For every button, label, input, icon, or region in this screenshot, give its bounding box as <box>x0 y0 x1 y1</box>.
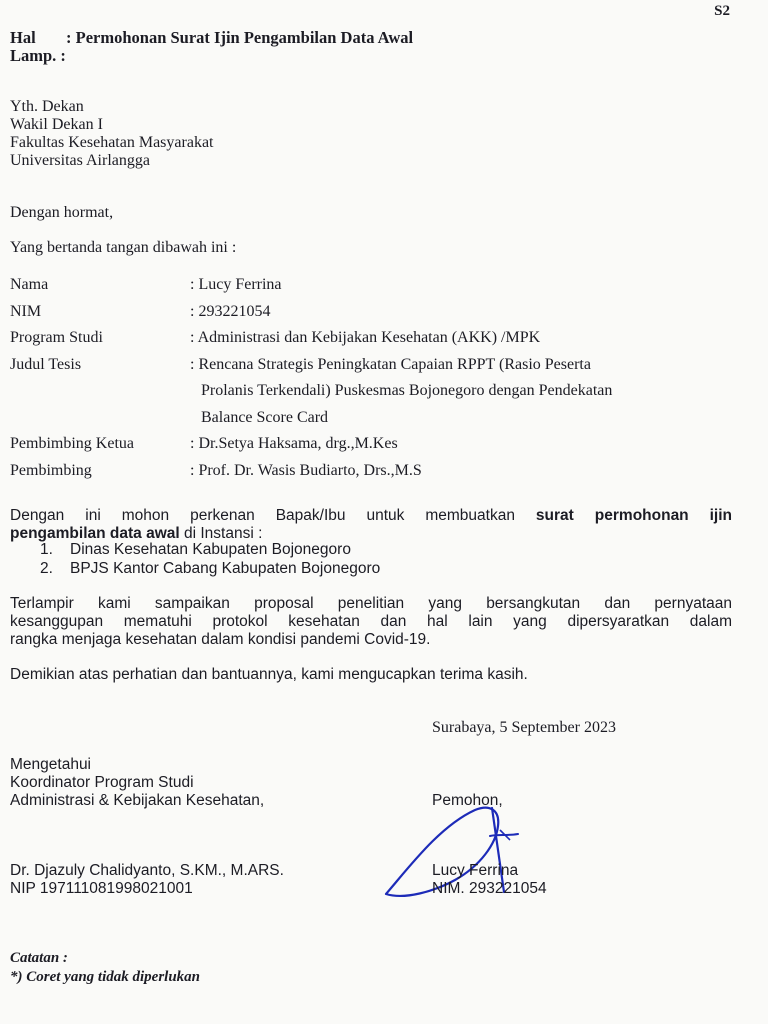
recipient-line: Fakultas Kesehatan Masyarakat <box>10 134 214 151</box>
request-text: Dengan ini mohon perkenan Bapak/Ibu untuk membuatkan <box>10 507 536 524</box>
left-sign-line: Administrasi & Kebijakan Kesehatan, <box>10 792 265 809</box>
request-paragraph <box>10 507 732 543</box>
list-number: 2. <box>40 560 53 577</box>
place-date: Surabaya, 5 September 2023 <box>432 719 616 736</box>
identity-label: Program Studi <box>10 329 103 346</box>
attachment-line: kesanggupan mematuhi protokol kesehatan dan hal lain yang dipersyaratkan dalam <box>10 613 732 630</box>
identity-label: Nama <box>10 276 49 293</box>
recipient-line: Yth. Dekan <box>10 98 84 115</box>
identity-row-prodi <box>10 329 740 356</box>
left-signatory-identity <box>10 862 284 898</box>
identity-value: Prolanis Terkendali) Puskesmas Bojonegoro dengan Pendekatan <box>201 382 613 399</box>
identity-value: : Lucy Ferrina <box>190 276 282 293</box>
identity-row-ketua <box>10 435 740 462</box>
identity-value: : Rencana Strategis Peningkatan Capaian RPPT (Rasio Peserta <box>190 355 591 373</box>
identity-row-nim <box>10 303 740 330</box>
identity-value: : Administrasi dan Kebijakan Kesehatan (AKK) /MPK <box>190 329 541 346</box>
left-signatory-block <box>10 756 264 810</box>
identity-row-judul-cont <box>10 382 740 409</box>
institution-list <box>10 540 380 578</box>
intro-text: Yang bertanda tangan dibawah ini : <box>10 239 237 256</box>
list-number: 1. <box>40 541 53 558</box>
institution-name: BPJS Kantor Cabang Kabupaten Bojonegoro <box>70 560 381 577</box>
attachment-line: Terlampir kami sampaikan proposal penelitian yang bersangkutan dan pernyataan <box>10 595 732 612</box>
left-sign-line: Koordinator Program Studi <box>10 774 194 791</box>
note-title: Catatan : <box>10 950 68 966</box>
identity-row-judul <box>10 356 740 383</box>
identity-row-nama <box>10 276 740 303</box>
request-text: di Instansi : <box>179 525 263 542</box>
identity-value: : 293221054 <box>190 302 271 320</box>
subject-value: : Permohonan Surat Ijin Pengambilan Data Awal <box>66 28 414 47</box>
identity-label: Judul Tesis <box>10 355 82 373</box>
institution-name: Dinas Kesehatan Kabupaten Bojonegoro <box>70 541 351 558</box>
attachment-line: rangka menjaga kesehatan dalam kondisi pandemi Covid-19. <box>10 631 431 648</box>
attachment-label: Lamp. : <box>10 46 66 65</box>
request-bold-text: pengambilan data awal <box>10 525 180 542</box>
request-line <box>10 507 732 525</box>
left-sign-nip: NIP 197111081998021001 <box>10 880 193 897</box>
document-code: S2 <box>714 3 730 19</box>
identity-label: NIM <box>10 302 42 320</box>
left-sign-line: Mengetahui <box>10 756 92 773</box>
identity-row-pembimbing <box>10 462 740 489</box>
recipient-line: Wakil Dekan I <box>10 116 103 133</box>
left-sign-name: Dr. Djazuly Chalidyanto, S.KM., M.ARS. <box>10 862 284 879</box>
list-item <box>10 540 380 559</box>
subject-line <box>10 28 413 48</box>
identity-value: : Prof. Dr. Wasis Budiarto, Drs.,M.S <box>190 461 422 479</box>
attachment-paragraph <box>10 595 732 649</box>
identity-label: Pembimbing Ketua <box>10 435 134 452</box>
right-sign-name: Lucy Ferrina <box>432 862 519 879</box>
closing-text: Demikian atas perhatian dan bantuannya, kami mengucapkan terima kasih. <box>10 666 528 683</box>
greeting: Dengan hormat, <box>10 204 114 221</box>
right-sign-nim: NIM. 293221054 <box>432 880 547 897</box>
recipient-block <box>10 98 213 170</box>
right-signatory-identity <box>432 862 547 898</box>
applicant-role: Pemohon, <box>432 792 503 809</box>
identity-label: Pembimbing <box>10 461 92 479</box>
note-text: *) Coret yang tidak diperlukan <box>10 969 201 985</box>
identity-table <box>10 276 740 488</box>
identity-row-judul-cont <box>10 409 740 436</box>
recipient-line: Universitas Airlangga <box>10 152 150 169</box>
request-bold-text: surat permohonan ijin <box>535 507 733 524</box>
subject-label: Hal <box>10 28 36 47</box>
identity-value: : Dr.Setya Haksama, drg.,M.Kes <box>190 435 398 452</box>
list-item <box>10 559 380 578</box>
identity-value: Balance Score Card <box>201 408 329 426</box>
